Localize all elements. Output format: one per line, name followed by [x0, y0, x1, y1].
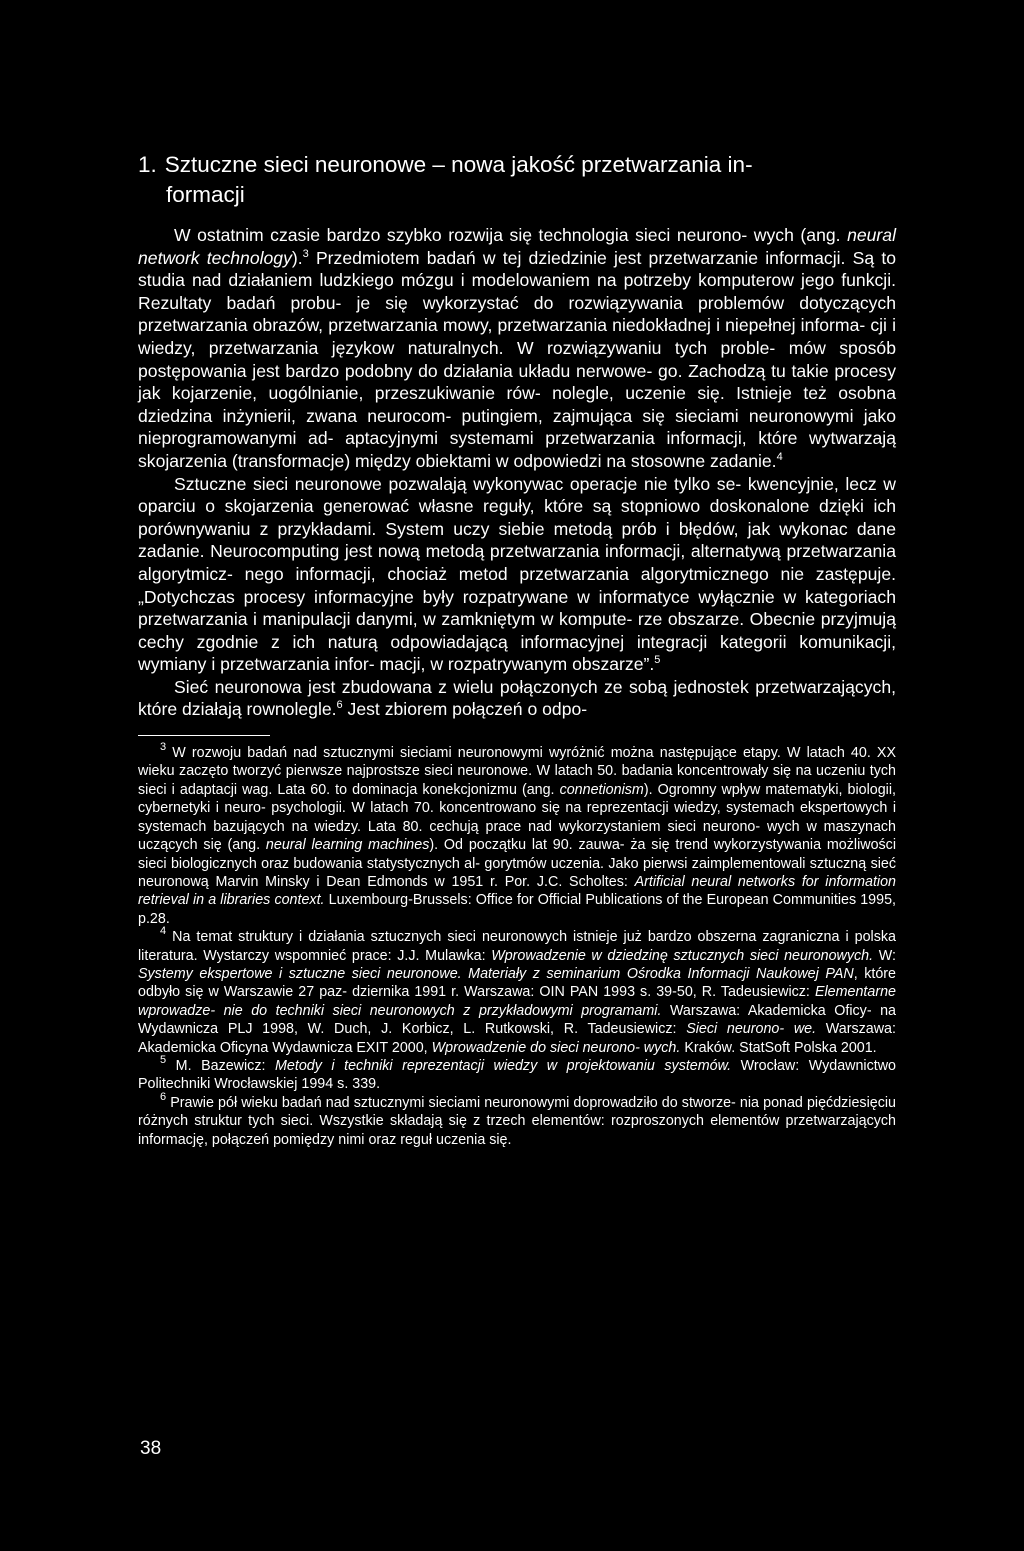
- footnote-ref-6[interactable]: 6: [336, 699, 343, 712]
- footnote-divider: [138, 735, 270, 736]
- footnote-4-number: 4: [160, 925, 167, 938]
- footnote-4-italic-5: Wprowadzenie do sieci neurono- wych.: [431, 1039, 681, 1056]
- footnote-4-text-d: Warszawa: Akademicka Oficy- na Wydawnicza PLJ 1998, W. Duch, J. Korbicz, L. Rutkowski, R. Tadeusiewicz:: [138, 1002, 897, 1038]
- footnote-3-number: 3: [160, 741, 167, 754]
- chapter-title-line1: Sztuczne sieci neuronowe – nowa jakość przetwarzania in-: [164, 152, 753, 177]
- footnote-5-number: 5: [160, 1053, 167, 1066]
- footnote-3-text-c: ). Od początku lat 90. zauwa- ża się trend wykorzystywania możliwości sieci biologicznych oraz budowania statystycznych al- gorytmów uczenia. Jako pierwsi zaimplementowali sztuczną sieć neuronową Marvin Minsky i Dean Edmonds w 1951 r. Por. J.C. Scholtes:: [138, 837, 896, 890]
- paragraph-1-text-b: ).: [291, 247, 303, 268]
- footnote-3-italic-1: connetionism: [559, 781, 644, 798]
- footnote-6-number: 6: [160, 1090, 167, 1103]
- chapter-heading: [138, 150, 896, 210]
- footnote-ref-5[interactable]: 5: [654, 654, 661, 667]
- footnote-3: [138, 741, 897, 928]
- footnote-3-text-d: Luxembourg-Brussels: Office for Official Publications of the European Communities 1995, p.28.: [138, 892, 897, 927]
- footnote-4-text-a: Na temat struktury i działania sztucznych sieci neuronowych istnieje już bardzo obszerna zagraniczna i polska literatura. Wystarczy wspomnieć prace: J.J. Mulawka:: [138, 929, 896, 964]
- footnote-4-text-f: Kraków. StatSoft Polska 2001.: [680, 1039, 877, 1056]
- paragraph-1-italic: neural network technology: [138, 225, 896, 268]
- footnote-ref-3[interactable]: 3: [302, 247, 309, 260]
- footnote-3-text-b: ). Ogromny wpływ matematyki, biologii, cybernetyki i neuro- psychologii. W latach 70. koncentrowano się na reprezentacji wiedzy, systemach ekspertowych i systemach bazujących na wiedzy. Lata 80. cechują prace nad wykorzystaniem sieci neurono- wych w maszynach uczących się (ang.: [138, 781, 896, 854]
- paragraph-3: [138, 676, 896, 721]
- footnote-3-text-a: W rozwoju badań nad sztucznymi sieciami neuronowymi wyróżnić można następujące etapy. W latach 40. XX wieku zaczęto tworzyć pierwsze najprostsze sieci neuronowe. W latach 50. badania koncentrowały się na uczeniu tych sieci i adaptacji wag. Lata 60. to dominacja konekcjonizmu (ang.: [138, 745, 896, 798]
- footnote-3-italic-2: neural learning machines: [265, 837, 430, 854]
- paragraph-1: [138, 224, 896, 473]
- footnotes: [138, 741, 897, 1149]
- footnote-4-text-b: W:: [873, 947, 896, 964]
- footnote-4-italic-4: Sieci neurono- we.: [686, 1021, 817, 1038]
- chapter-number: 1.: [138, 152, 157, 177]
- footnote-5-italic: Metody i techniki reprezentacji wiedzy w projektowaniu systemów.: [274, 1057, 732, 1074]
- footnote-4-italic-1: Wprowadzenie w dziedzinę sztucznych sieci neuronowych.: [491, 947, 874, 964]
- paragraph-3-text-b: Jest zbiorem połączeń o odpo-: [342, 699, 588, 720]
- footnote-6: [138, 1090, 896, 1149]
- footnote-3-italic-3: Artificial neural networks for information retrieval in a libraries context.: [138, 873, 896, 909]
- page-number: 38: [140, 1438, 162, 1459]
- footnote-5-text-b: Wrocław: Wydawnictwo Politechniki Wrocławskiej 1994 s. 339.: [138, 1057, 897, 1093]
- footnote-5: [138, 1053, 897, 1094]
- main-text: [138, 224, 896, 721]
- paragraph-1-text-a: W ostatnim czasie bardzo szybko rozwija się technologia sieci neurono- wych (ang.: [174, 225, 848, 245]
- paragraph-3-text-a: Sieć neuronowa jest zbudowana z wielu połączonych ze sobą jednostek przetwarzających, które działają rownolegle.: [138, 676, 896, 720]
- footnote-4-text-c: , które odbyło się w Warszawie 27 paz- dziernika 1991 r. Warszawa: OIN PAN 1993 s. 39-50, R. Tadeusiewicz:: [138, 965, 897, 1001]
- page-content: [138, 150, 896, 1149]
- footnote-4: [138, 925, 897, 1057]
- paragraph-2-text: Sztuczne sieci neuronowe pozwalają wykonywac operacje nie tylko se- kwencyjnie, lecz w oparciu o skojarzenia generować własne reguły, które są stopniowo doskonalone dzięki ich porównywaniu z przykładami. System uczy siebie metodą prób i błędów, jak wykonac dane zadanie. Neurocomputing jest nową metodą przetwarzania informacji, alternatywą przetwarzania algorytmicz- nego informacji, chociaż metod przetwarzania algorytmicznego nie zastępuje. „Dotychczas procesy informacyjne były rozpatrywane w informatyce wyłącznie w kategoriach przetwarzania i manipulacji danymi, w zamkniętym w kompute- rze obszarze. Obecnie przyjmują cechy zgodnie z ich naturą odpowiadającą informacyjnej integracji kategorii komunikacji, wymiany i przetwarzania infor- macji, w rozpatrywanym obszarze”.: [138, 473, 896, 675]
- paragraph-1-text-c: Przedmiotem badań w tej dziedzinie jest przetwarzanie informacji. Są to studia nad działaniem ludzkiego mózgu i modelowaniem na potrzeby komputerow jego funkcji. Rezultaty badań probu- je się wykorzystać do rozwiązywania problemów dotyczących przetwarzania obrazów, przetwarzania mowy, przetwarzania niedokładnej i niepełnej informa- cji i wiedzy, przetwarzania językow naturalnych. W rozwiązywaniu tych proble- mów sposób postępowania jest bardzo podobny do działania układu nerwowe- go. Zachodzą tu takie procesy jak kojarzenie, uogólnianie, przeszukiwanie rów- nolegle, uczenie się. Istnieje też osobna dziedzina inżynierii, zwana neurocom- putingiem, zajmująca się sieciami neuronowymi jako nieprogramowanymi ad- aptacyjnymi systemami przetwarzania informacji, które wytwarzają skojarzenia (transformacje) między obiektami w odpowiedzi na stosowne zadanie.: [138, 247, 896, 471]
- paragraph-2: [138, 473, 896, 676]
- footnote-ref-4[interactable]: 4: [776, 450, 783, 463]
- footnote-4-text-e: Warszawa: Akademicka Oficyna Wydawnicza EXIT 2000,: [138, 1021, 896, 1056]
- chapter-title-line2: formacji: [166, 182, 245, 207]
- footnote-5-text-a: M. Bazewicz:: [166, 1057, 275, 1074]
- footnote-4-italic-3: Elementarne wprowadze- nie do techniki sieci neuronowych z przykładowymi programami.: [138, 984, 896, 1019]
- footnote-6-text: Prawie pół wieku badań nad sztucznymi sieciami neuronowymi doprowadziło do stworze- nia ponad pięćdziesięciu różnych struktur tych sieci. Wszystkie składają się z trzech elementów: rozproszonych elementów przetwarzających informację, połączeń pomiędzy nimi oraz reguł uczenia się.: [138, 1094, 896, 1148]
- footnote-4-italic-2: Systemy ekspertowe i sztuczne sieci neuronowe. Materiały z seminarium Ośrodka Informacji Naukowej PAN: [138, 965, 854, 982]
